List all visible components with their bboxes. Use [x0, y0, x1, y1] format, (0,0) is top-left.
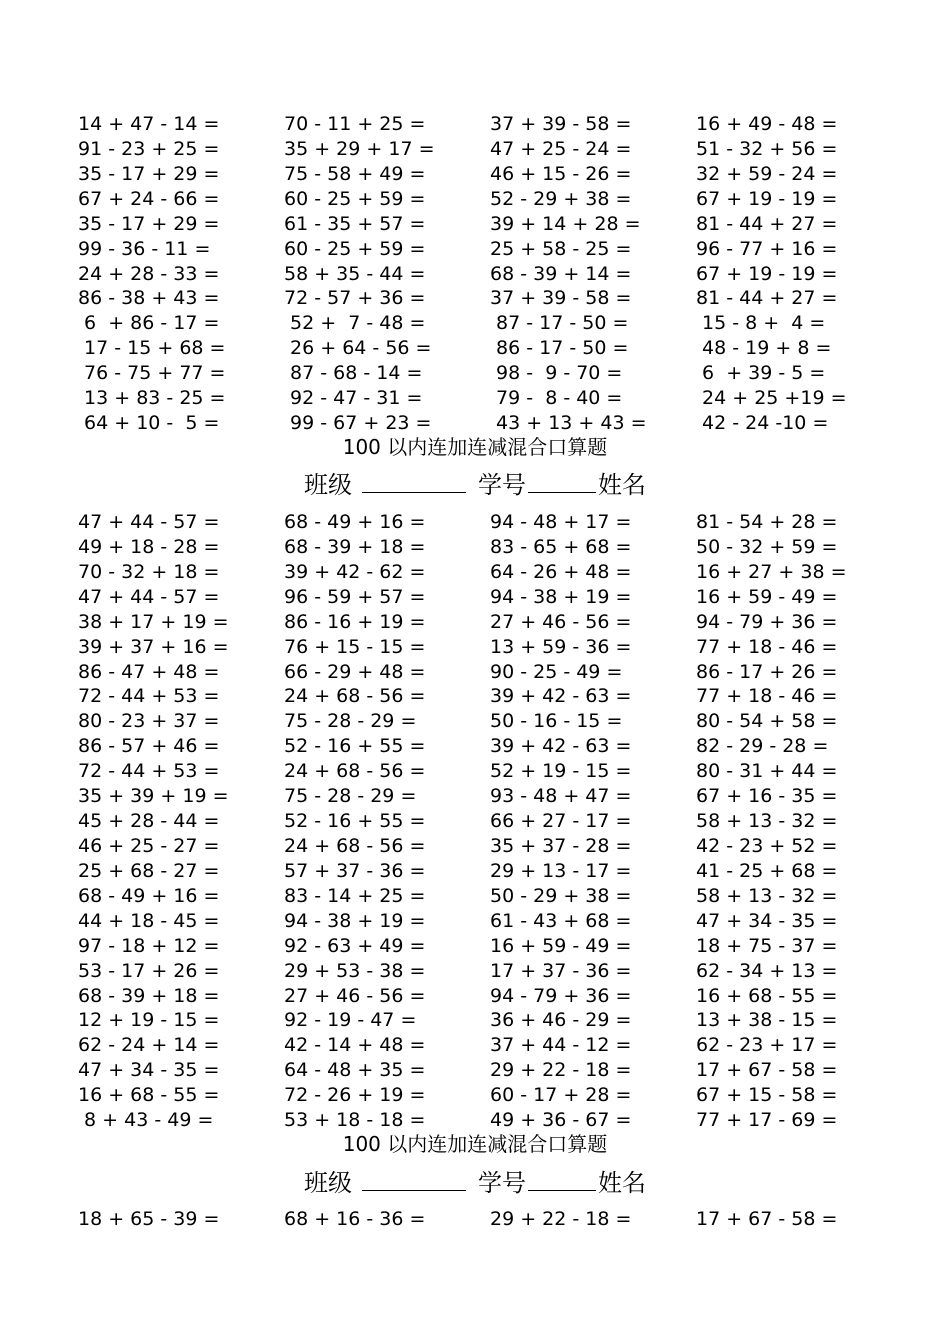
math-problem: 64 + 10 - 5 =	[78, 412, 220, 435]
math-problem: 46 + 15 - 26 =	[490, 162, 632, 185]
worksheet-title-2: 100 以内连加连减混合口算题	[342, 1132, 608, 1156]
number-blank[interactable]	[528, 470, 596, 493]
math-problem: 72 - 44 + 53 =	[78, 760, 220, 783]
worksheet-title: 100 以内连加连减混合口算题	[342, 435, 608, 459]
math-problem: 83 - 14 + 25 =	[284, 884, 426, 907]
math-problem: 70 - 32 + 18 =	[78, 560, 220, 583]
math-problem: 79 - 8 - 40 =	[490, 387, 623, 410]
problem-row	[0, 212, 950, 237]
problem-row	[0, 734, 950, 759]
problem-row	[0, 834, 950, 859]
math-problem: 94 - 79 + 36 =	[490, 984, 632, 1007]
math-problem: 57 + 37 - 36 =	[284, 859, 426, 882]
problem-row	[0, 386, 950, 411]
problems-section-2	[0, 510, 950, 1133]
problem-row	[0, 535, 950, 560]
math-problem: 47 + 34 - 35 =	[78, 1059, 220, 1082]
math-problem: 26 + 64 - 56 =	[284, 337, 432, 360]
problem-row	[0, 784, 950, 809]
math-problem: 18 + 65 - 39 =	[78, 1208, 220, 1230]
math-problem: 75 - 28 - 29 =	[284, 710, 417, 733]
math-problem: 62 - 24 + 14 =	[78, 1034, 220, 1057]
math-problem: 60 - 25 + 59 =	[284, 237, 426, 260]
math-problem: 13 + 38 - 15 =	[696, 1009, 838, 1032]
math-problem: 96 - 77 + 16 =	[696, 237, 838, 260]
math-problem: 92 - 47 - 31 =	[284, 387, 423, 410]
math-problem: 24 + 68 - 56 =	[284, 685, 426, 708]
problem-row	[0, 137, 950, 162]
problem-row	[0, 859, 950, 884]
math-problem: 52 - 16 + 55 =	[284, 810, 426, 833]
problem-row	[0, 1083, 950, 1108]
math-problem: 99 - 36 - 11 =	[78, 237, 211, 260]
math-problem: 14 + 47 - 14 =	[78, 113, 220, 135]
problem-row	[0, 361, 950, 386]
math-problem: 47 + 34 - 35 =	[696, 909, 838, 932]
math-problem: 47 + 44 - 57 =	[78, 511, 220, 533]
problem-row	[0, 311, 950, 336]
math-problem: 68 - 39 + 14 =	[490, 262, 632, 285]
problem-row	[0, 684, 950, 709]
math-problem: 77 + 18 - 46 =	[696, 685, 838, 708]
math-problem: 39 + 42 - 63 =	[490, 735, 632, 758]
math-problem: 41 - 25 + 68 =	[696, 859, 838, 882]
math-problem: 94 - 48 + 17 =	[490, 511, 632, 533]
math-problem: 72 - 26 + 19 =	[284, 1084, 426, 1107]
problem-row	[0, 610, 950, 635]
math-problem: 47 + 44 - 57 =	[78, 585, 220, 608]
math-problem: 16 + 59 - 49 =	[696, 585, 838, 608]
problem-row	[0, 112, 950, 137]
problem-row	[0, 934, 950, 959]
math-problem: 66 - 29 + 48 =	[284, 660, 426, 683]
math-problem: 72 - 44 + 53 =	[78, 685, 220, 708]
math-problem: 37 + 44 - 12 =	[490, 1034, 632, 1057]
math-problem: 39 + 42 - 62 =	[284, 560, 426, 583]
math-problem: 68 + 16 - 36 =	[284, 1208, 426, 1230]
problems-section-1	[0, 112, 950, 436]
math-problem: 15 - 8 + 4 =	[696, 312, 826, 335]
problem-row	[0, 660, 950, 685]
problem-row	[0, 635, 950, 660]
math-problem: 66 + 27 - 17 =	[490, 810, 632, 833]
problems-section-3	[0, 1207, 950, 1232]
problem-row	[0, 709, 950, 734]
math-problem: 67 + 16 - 35 =	[696, 785, 838, 808]
math-problem: 49 + 18 - 28 =	[78, 535, 220, 558]
problem-row	[0, 1207, 950, 1232]
problem-row	[0, 959, 950, 984]
math-problem: 81 - 44 + 27 =	[696, 287, 838, 310]
math-problem: 24 + 68 - 56 =	[284, 834, 426, 857]
math-problem: 58 + 35 - 44 =	[284, 262, 426, 285]
math-problem: 86 - 17 + 26 =	[696, 660, 838, 683]
math-problem: 35 + 37 - 28 =	[490, 834, 632, 857]
math-problem: 6 + 39 - 5 =	[696, 362, 826, 385]
math-problem: 76 + 15 - 15 =	[284, 635, 426, 658]
math-problem: 24 + 25 +19 =	[696, 387, 847, 410]
math-problem: 35 + 29 + 17 =	[284, 137, 435, 160]
math-problem: 99 - 67 + 23 =	[284, 412, 432, 435]
problem-row	[0, 884, 950, 909]
math-problem: 17 + 37 - 36 =	[490, 959, 632, 982]
problem-row	[0, 1033, 950, 1058]
math-problem: 76 - 75 + 77 =	[78, 362, 226, 385]
class-blank[interactable]	[362, 1168, 466, 1191]
math-problem: 42 - 14 + 48 =	[284, 1034, 426, 1057]
math-problem: 8 + 43 - 49 =	[78, 1109, 214, 1132]
math-problem: 25 + 68 - 27 =	[78, 859, 220, 882]
math-problem: 43 + 13 + 43 =	[490, 412, 647, 435]
math-problem: 48 - 19 + 8 =	[696, 337, 832, 360]
math-problem: 60 - 17 + 28 =	[490, 1084, 632, 1107]
math-problem: 25 + 58 - 25 =	[490, 237, 632, 260]
math-problem: 47 + 25 - 24 =	[490, 137, 632, 160]
math-problem: 92 - 19 - 47 =	[284, 1009, 417, 1032]
math-problem: 39 + 37 + 16 =	[78, 635, 229, 658]
problem-row	[0, 510, 950, 535]
class-blank[interactable]	[362, 470, 466, 493]
math-problem: 36 + 46 - 29 =	[490, 1009, 632, 1032]
math-problem: 98 - 9 - 70 =	[490, 362, 623, 385]
math-problem: 39 + 42 - 63 =	[490, 685, 632, 708]
math-problem: 62 - 34 + 13 =	[696, 959, 838, 982]
math-problem: 72 - 57 + 36 =	[284, 287, 426, 310]
math-problem: 96 - 59 + 57 =	[284, 585, 426, 608]
math-problem: 58 + 13 - 32 =	[696, 884, 838, 907]
math-problem: 17 - 15 + 68 =	[78, 337, 226, 360]
student-info-line	[0, 468, 950, 502]
class-label: 班级	[304, 1169, 352, 1197]
math-problem: 86 - 38 + 43 =	[78, 287, 220, 310]
math-problem: 45 + 28 - 44 =	[78, 810, 220, 833]
math-problem: 37 + 39 - 58 =	[490, 287, 632, 310]
math-problem: 77 + 18 - 46 =	[696, 635, 838, 658]
math-problem: 18 + 75 - 37 =	[696, 934, 838, 957]
number-label: 学号	[478, 471, 526, 499]
math-problem: 13 + 83 - 25 =	[78, 387, 226, 410]
math-problem: 37 + 39 - 58 =	[490, 113, 632, 135]
math-problem: 60 - 25 + 59 =	[284, 187, 426, 210]
math-problem: 32 + 59 - 24 =	[696, 162, 838, 185]
math-problem: 53 - 17 + 26 =	[78, 959, 220, 982]
math-problem: 67 + 19 - 19 =	[696, 187, 838, 210]
math-problem: 44 + 18 - 45 =	[78, 909, 220, 932]
math-problem: 13 + 59 - 36 =	[490, 635, 632, 658]
problem-row	[0, 237, 950, 262]
math-problem: 75 - 58 + 49 =	[284, 162, 426, 185]
math-problem: 16 + 27 + 38 =	[696, 560, 847, 583]
math-problem: 6 + 86 - 17 =	[78, 312, 220, 335]
math-problem: 29 + 53 - 38 =	[284, 959, 426, 982]
math-problem: 94 - 38 + 19 =	[490, 585, 632, 608]
math-problem: 67 + 15 - 58 =	[696, 1084, 838, 1107]
problem-row	[0, 909, 950, 934]
math-problem: 93 - 48 + 47 =	[490, 785, 632, 808]
math-problem: 12 + 19 - 15 =	[78, 1009, 220, 1032]
math-problem: 86 - 16 + 19 =	[284, 610, 426, 633]
math-problem: 53 + 18 - 18 =	[284, 1109, 426, 1132]
math-problem: 29 + 22 - 18 =	[490, 1208, 632, 1230]
math-problem: 97 - 18 + 12 =	[78, 934, 220, 957]
math-problem: 91 - 23 + 25 =	[78, 137, 220, 160]
math-problem: 80 - 23 + 37 =	[78, 710, 220, 733]
math-problem: 58 + 13 - 32 =	[696, 810, 838, 833]
math-problem: 17 + 67 - 58 =	[696, 1208, 838, 1230]
math-problem: 81 - 44 + 27 =	[696, 212, 838, 235]
math-problem: 29 + 22 - 18 =	[490, 1059, 632, 1082]
math-problem: 64 - 26 + 48 =	[490, 560, 632, 583]
math-problem: 80 - 54 + 58 =	[696, 710, 838, 733]
math-problem: 68 - 39 + 18 =	[284, 535, 426, 558]
math-problem: 50 - 32 + 59 =	[696, 535, 838, 558]
math-problem: 16 + 49 - 48 =	[696, 113, 838, 135]
math-problem: 51 - 32 + 56 =	[696, 137, 838, 160]
math-problem: 87 - 68 - 14 =	[284, 362, 423, 385]
math-problem: 29 + 13 - 17 =	[490, 859, 632, 882]
math-problem: 68 - 49 + 16 =	[284, 511, 426, 533]
class-label: 班级	[304, 471, 352, 499]
math-problem: 27 + 46 - 56 =	[284, 984, 426, 1007]
problem-row	[0, 162, 950, 187]
math-problem: 17 + 67 - 58 =	[696, 1059, 838, 1082]
problem-row	[0, 809, 950, 834]
name-label: 姓名	[598, 1169, 646, 1197]
math-problem: 92 - 63 + 49 =	[284, 934, 426, 957]
problem-row	[0, 1008, 950, 1033]
math-problem: 16 + 68 - 55 =	[696, 984, 838, 1007]
math-problem: 35 - 17 + 29 =	[78, 212, 220, 235]
math-problem: 87 - 17 - 50 =	[490, 312, 629, 335]
math-problem: 86 - 17 - 50 =	[490, 337, 629, 360]
problem-row	[0, 336, 950, 361]
math-problem: 50 - 16 - 15 =	[490, 710, 623, 733]
math-problem: 42 - 24 -10 =	[696, 412, 829, 435]
number-blank[interactable]	[528, 1168, 596, 1191]
problem-row	[0, 984, 950, 1009]
math-problem: 52 - 29 + 38 =	[490, 187, 632, 210]
math-problem: 62 - 23 + 17 =	[696, 1034, 838, 1057]
problem-row	[0, 1058, 950, 1083]
math-problem: 52 + 19 - 15 =	[490, 760, 632, 783]
math-problem: 46 + 25 - 27 =	[78, 834, 220, 857]
math-problem: 52 - 16 + 55 =	[284, 735, 426, 758]
math-problem: 86 - 47 + 48 =	[78, 660, 220, 683]
math-problem: 67 + 19 - 19 =	[696, 262, 838, 285]
math-problem: 61 - 35 + 57 =	[284, 212, 426, 235]
problem-row	[0, 560, 950, 585]
math-problem: 90 - 25 - 49 =	[490, 660, 623, 683]
math-problem: 42 - 23 + 52 =	[696, 834, 838, 857]
math-problem: 83 - 65 + 68 =	[490, 535, 632, 558]
math-problem: 27 + 46 - 56 =	[490, 610, 632, 633]
problem-row	[0, 585, 950, 610]
math-problem: 39 + 14 + 28 =	[490, 212, 641, 235]
problem-row	[0, 759, 950, 784]
math-problem: 24 + 68 - 56 =	[284, 760, 426, 783]
math-problem: 64 - 48 + 35 =	[284, 1059, 426, 1082]
math-problem: 24 + 28 - 33 =	[78, 262, 220, 285]
problem-row	[0, 262, 950, 287]
math-problem: 70 - 11 + 25 =	[284, 113, 426, 135]
math-problem: 82 - 29 - 28 =	[696, 735, 829, 758]
math-problem: 49 + 36 - 67 =	[490, 1109, 632, 1132]
math-problem: 94 - 38 + 19 =	[284, 909, 426, 932]
problem-row	[0, 187, 950, 212]
math-problem: 38 + 17 + 19 =	[78, 610, 229, 633]
math-problem: 50 - 29 + 38 =	[490, 884, 632, 907]
math-problem: 68 - 49 + 16 =	[78, 884, 220, 907]
name-label: 姓名	[598, 471, 646, 499]
math-problem: 16 + 59 - 49 =	[490, 934, 632, 957]
math-problem: 35 + 39 + 19 =	[78, 785, 229, 808]
math-problem: 68 - 39 + 18 =	[78, 984, 220, 1007]
problem-row	[0, 286, 950, 311]
math-problem: 16 + 68 - 55 =	[78, 1084, 220, 1107]
math-problem: 94 - 79 + 36 =	[696, 610, 838, 633]
number-label: 学号	[478, 1169, 526, 1197]
math-problem: 67 + 24 - 66 =	[78, 187, 220, 210]
math-problem: 75 - 28 - 29 =	[284, 785, 417, 808]
math-problem: 61 - 43 + 68 =	[490, 909, 632, 932]
math-problem: 81 - 54 + 28 =	[696, 511, 838, 533]
math-problem: 77 + 17 - 69 =	[696, 1109, 838, 1132]
math-problem: 80 - 31 + 44 =	[696, 760, 838, 783]
math-problem: 86 - 57 + 46 =	[78, 735, 220, 758]
math-problem: 52 + 7 - 48 =	[284, 312, 426, 335]
student-info-line-2	[0, 1166, 950, 1200]
math-problem: 35 - 17 + 29 =	[78, 162, 220, 185]
